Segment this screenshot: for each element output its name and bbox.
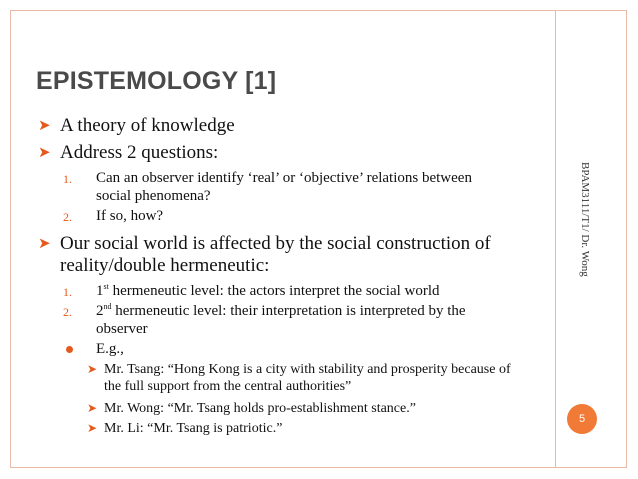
example-text: Mr. Li: “Mr. Tsang is patriotic.” (104, 421, 283, 436)
margin-divider (555, 10, 556, 468)
example-text: Mr. Wong: “Mr. Tsang holds pro-establishment stance.” (104, 401, 416, 416)
arrow-bullet-icon: ➤ (87, 421, 98, 435)
list-item-text: social phenomena? (96, 188, 211, 204)
bullet-text: Address 2 questions: (60, 142, 219, 163)
list-number: 1. (63, 285, 72, 299)
list-item-text: 1st hermeneutic level: the actors interpret the social world (96, 282, 440, 299)
list-number: 1. (63, 172, 72, 186)
list-item-text: Can an observer identify ‘real’ or ‘objective’ relations between (96, 170, 472, 186)
arrow-bullet-icon: ➤ (38, 145, 51, 161)
slide-title: EPISTEMOLOGY [1] (36, 67, 277, 95)
list-number: 2. (63, 210, 72, 224)
list-item-text: If so, how? (96, 208, 164, 224)
list-item-text: E.g., (96, 341, 124, 357)
list-item-text: observer (96, 321, 148, 337)
arrow-bullet-icon: ➤ (38, 236, 51, 252)
list-item-text: 2nd hermeneutic level: their interpretation is interpreted by the (96, 302, 466, 319)
list-number: 2. (63, 305, 72, 319)
bullet-text: reality/double hermeneutic: (60, 255, 270, 276)
dot-bullet-icon (66, 346, 73, 353)
bullet-text: Our social world is affected by the social construction of (60, 233, 491, 254)
bullet-text: A theory of knowledge (60, 115, 235, 136)
page-number-badge: 5 (567, 404, 597, 434)
example-text: the full support from the central authorities” (104, 379, 352, 394)
slide-footer: BPAM3111/T1/ Dr. Wong (579, 162, 591, 277)
arrow-bullet-icon: ➤ (38, 118, 51, 134)
example-text: Mr. Tsang: “Hong Kong is a city with stability and prosperity because of (104, 362, 511, 377)
arrow-bullet-icon: ➤ (87, 362, 98, 376)
arrow-bullet-icon: ➤ (87, 401, 98, 415)
